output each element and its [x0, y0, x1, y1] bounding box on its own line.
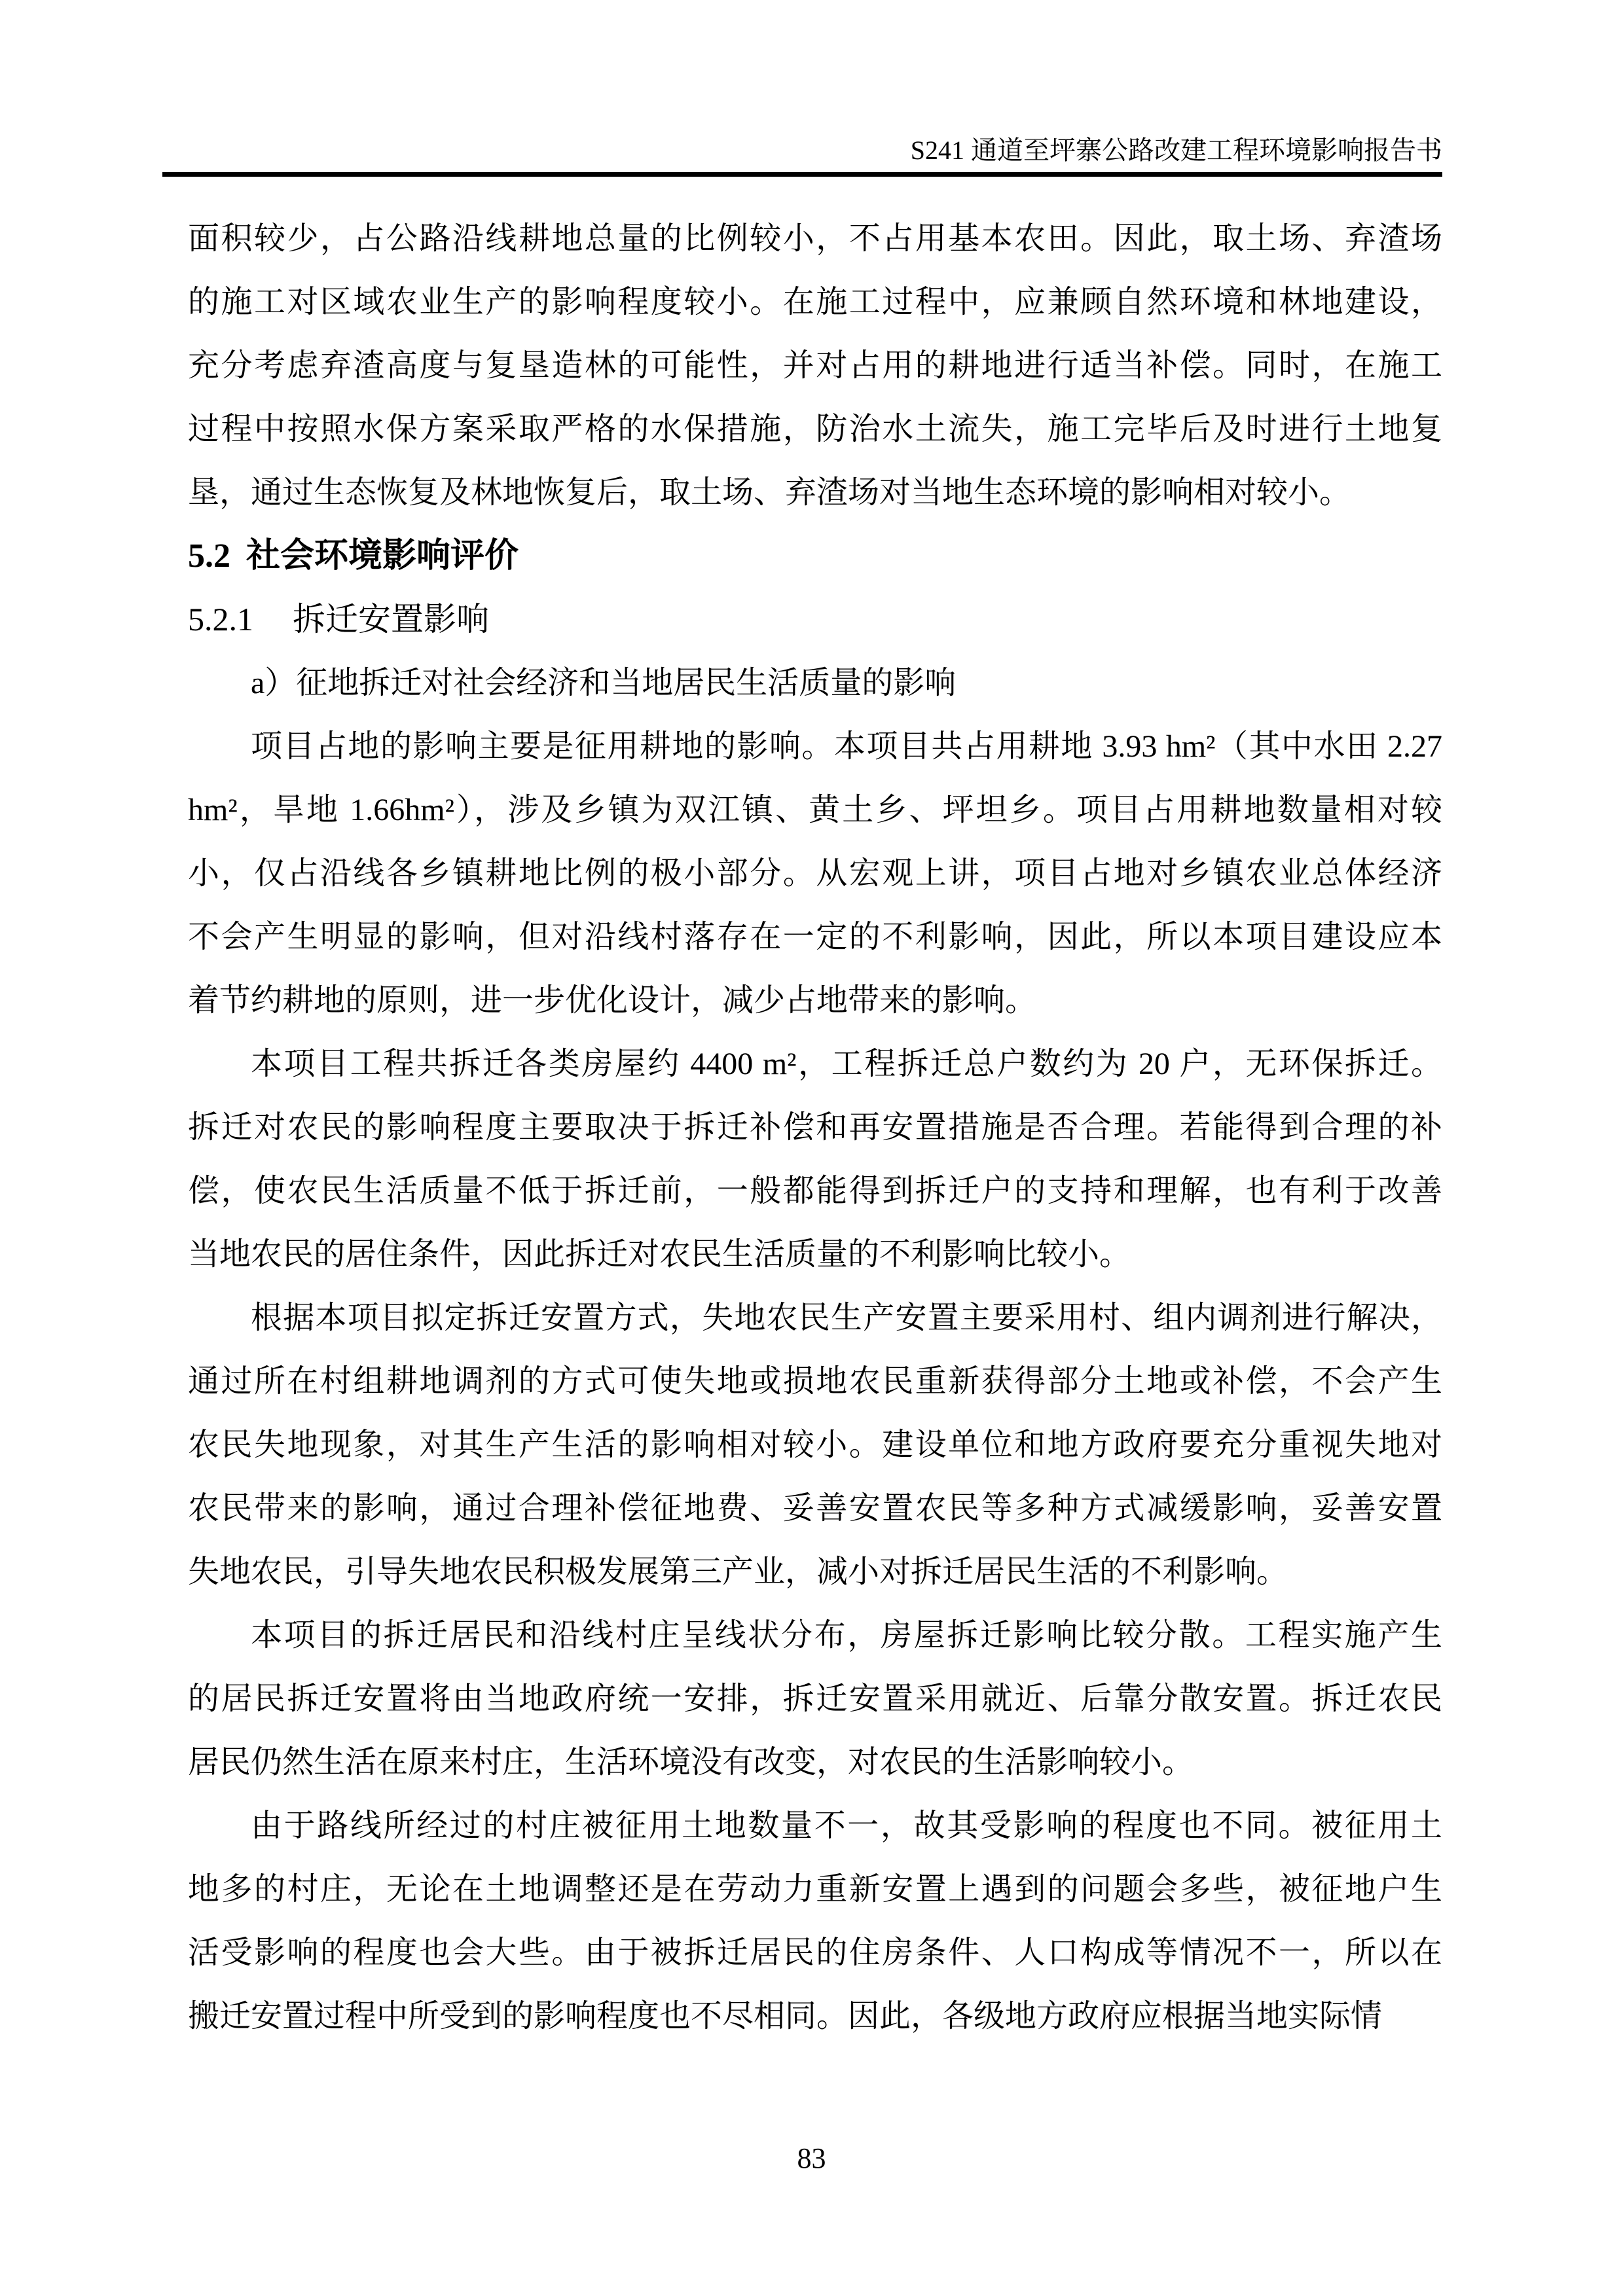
subsection-heading	[188, 588, 1442, 651]
text-line: 不会产生明显的影响，但对沿线村落存在一定的不利影响，因此，所以本项目建设应本	[188, 920, 1442, 954]
heading-title: 拆迁安置影响	[293, 601, 489, 637]
text-line: hm²，旱地 1.66hm²），涉及乡镇为双江镇、黄土乡、坪坦乡。项目占用耕地数量相对较	[188, 793, 1442, 827]
page-number: 83	[797, 2142, 826, 2174]
text-line: 的施工对区域农业生产的影响程度较小。在施工过程中，应兼顾自然环境和林地建设，	[188, 285, 1442, 319]
paragraph	[188, 1286, 1442, 1604]
text-line: 充分考虑弃渣高度与复垦造林的可能性，并对占用的耕地进行适当补偿。同时，在施工	[188, 348, 1442, 383]
text-line: 着节约耕地的原则，进一步优化设计，减少占地带来的影响。	[188, 983, 1037, 1018]
paragraph	[188, 207, 1442, 524]
text-line: 面积较少，占公路沿线耕地总量的比例较小，不占用基本农田。因此，取土场、弃渣场	[188, 221, 1442, 256]
text-line: 的居民拆迁安置将由当地政府统一安排，拆迁安置采用就近、后靠分散安置。拆迁农民	[188, 1681, 1442, 1716]
text-line: 偿，使农民生活质量不低于拆迁前，一般都能得到拆迁户的支持和理解，也有利于改善	[188, 1174, 1442, 1208]
text-line: 项目占地的影响主要是征用耕地的影响。本项目共占用耕地 3.93 hm²（其中水田 2.27	[251, 729, 1442, 764]
text-line: 居民仍然生活在原来村庄，生活环境没有改变，对农民的生活影响较小。	[188, 1745, 1194, 1780]
text-line: 农民失地现象，对其生产生活的影响相对较小。建设单位和地方政府要充分重视失地对	[188, 1427, 1442, 1462]
text-line: 小，仅占沿线各乡镇耕地比例的极小部分。从宏观上讲，项目占地对乡镇农业总体经济	[188, 856, 1442, 891]
paragraph	[188, 651, 1442, 715]
text-line: 本项目的拆迁居民和沿线村庄呈线状分布，房屋拆迁影响比较分散。工程实施产生	[251, 1618, 1442, 1653]
text-line: 本项目工程共拆迁各类房屋约 4400 m²，工程拆迁总户数约为 20 户，无环保拆迁。	[251, 1047, 1442, 1081]
header-title: S241 通道至坪寨公路改建工程环境影响报告书	[910, 135, 1442, 165]
section-heading	[188, 524, 1442, 588]
text-line: 当地农民的居住条件，因此拆迁对农民生活质量的不利影响比较小。	[188, 1237, 1131, 1272]
page-footer	[0, 2139, 1623, 2178]
paragraph	[188, 1604, 1442, 1794]
page-header	[188, 134, 1442, 177]
heading-number: 5.2.1	[188, 601, 253, 637]
text-line: 拆迁对农民的影响程度主要取决于拆迁补偿和再安置措施是否合理。若能得到合理的补	[188, 1110, 1442, 1145]
text-line: 由于路线所经过的村庄被征用土地数量不一，故其受影响的程度也不同。被征用土	[251, 1808, 1442, 1843]
text-line: 地多的村庄，无论在土地调整还是在劳动力重新安置上遇到的问题会多些，被征地户生	[188, 1872, 1442, 1907]
paragraph	[188, 1032, 1442, 1286]
text-line: 搬迁安置过程中所受到的影响程度也不尽相同。因此，各级地方政府应根据当地实际情	[188, 1999, 1383, 2034]
text-line: 过程中按照水保方案采取严格的水保措施，防治水土流失，施工完毕后及时进行土地复	[188, 412, 1442, 446]
paragraph	[188, 715, 1442, 1032]
text-line: 失地农民，引导失地农民积极发展第三产业，减小对拆迁居民生活的不利影响。	[188, 1554, 1288, 1589]
text-line: a）征地拆迁对社会经济和当地居民生活质量的影响	[251, 666, 957, 700]
document-body	[188, 207, 1442, 2048]
heading-number: 5.2	[188, 537, 230, 575]
text-line: 根据本项目拟定拆迁安置方式，失地农民生产安置主要采用村、组内调剂进行解决，	[251, 1300, 1442, 1335]
header-rule	[162, 172, 1442, 177]
heading-title: 社会环境影响评价	[246, 537, 519, 575]
text-line: 垦，通过生态恢复及林地恢复后，取土场、弃渣场对当地生态环境的影响相对较小。	[188, 475, 1351, 510]
text-line: 农民带来的影响，通过合理补偿征地费、妥善安置农民等多种方式减缓影响，妥善安置	[188, 1491, 1442, 1526]
text-line: 活受影响的程度也会大些。由于被拆迁居民的住房条件、人口构成等情况不一，所以在	[188, 1935, 1442, 1970]
paragraph	[188, 1794, 1442, 2048]
text-line: 通过所在村组耕地调剂的方式可使失地或损地农民重新获得部分土地或补偿，不会产生	[188, 1364, 1442, 1399]
